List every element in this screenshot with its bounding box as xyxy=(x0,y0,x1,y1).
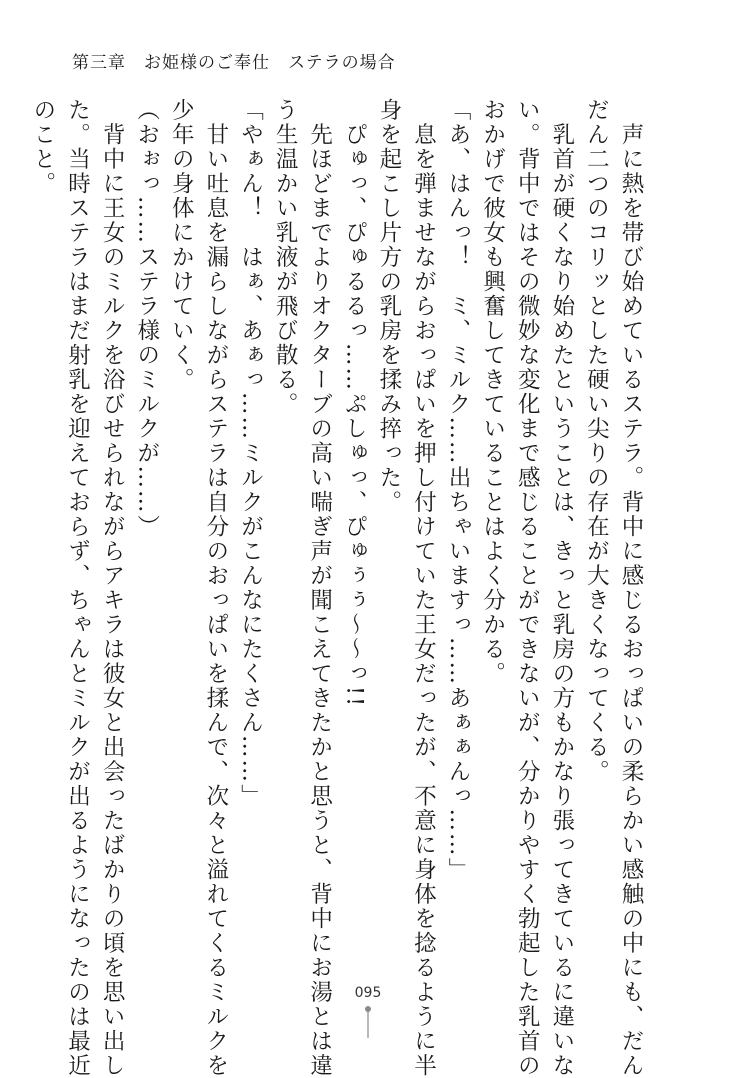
text-line: 甘い吐息を漏らしながらステラは自分のおっぱいを揉んで、次々と溢れてくるミルクを xyxy=(202,98,229,1078)
text-line: のこと。 xyxy=(29,98,56,196)
text-line: 乳首が硬くなり始めたということは、きっと乳房の方もかなり張ってきているに違いな xyxy=(548,98,575,1078)
text-line: （おぉっ……ステラ様のミルクが……） xyxy=(133,98,160,539)
text-line: 背中に王女のミルクを浴びせられながらアキラは彼女と出会ったばかりの頃を思い出し xyxy=(99,98,126,1078)
running-head: 第三章 お姫様のご奉仕 ステラの場合 xyxy=(72,53,396,73)
text-line: 少年の身体にかけていく。 xyxy=(168,98,195,392)
text-line: 声に熱を帯び始めているステラ。背中に感じるおっぱいの柔らかい感触の中にも、だん xyxy=(618,98,644,1078)
text-line: 先ほどまでよりオクターブの高い喘ぎ声が聞こえてきたかと思うと、背中にお湯とは違 xyxy=(306,98,333,1078)
text-line: だん二つのコリッとした硬い尖りの存在が大きくなってくる。 xyxy=(583,98,610,784)
text-line: い。背中ではその微妙な変化まで感じることができないが、分かりやすく勃起した乳首の xyxy=(514,98,541,1078)
text-line: 「やぁん！ はぁ、あぁっ……ミルクがこんなにたくさん……」 xyxy=(237,98,264,809)
text-line: う生温かい乳液が飛び散る。 xyxy=(272,98,299,417)
text-line: 息を弾ませながらおっぱいを押し付けていた王女だったが、不意に身体を捻るように半 xyxy=(410,98,437,1078)
text-line: た。当時ステラはまだ射乳を迎えておらず、ちゃんとミルクが出るようになったのは最近 xyxy=(64,98,91,1078)
text-line: ぴゅっ、ぴゅるるっ……ぷしゅっ、ぴゅぅぅ～～っ!! xyxy=(341,98,368,709)
text-line: 「あ、はんっ！ ミ、ミルク……出ちゃいますっ……あぁぁんっ……」 xyxy=(445,98,472,882)
page-marker-icon xyxy=(365,1004,371,1038)
text-line: 身を起こし片方の乳房を揉み捽った。 xyxy=(375,98,402,515)
text-line: おかげで彼女も興奮してきていることはよく分かる。 xyxy=(479,98,506,686)
page-number: 095 xyxy=(354,985,382,1001)
marker-dot xyxy=(365,1006,371,1012)
